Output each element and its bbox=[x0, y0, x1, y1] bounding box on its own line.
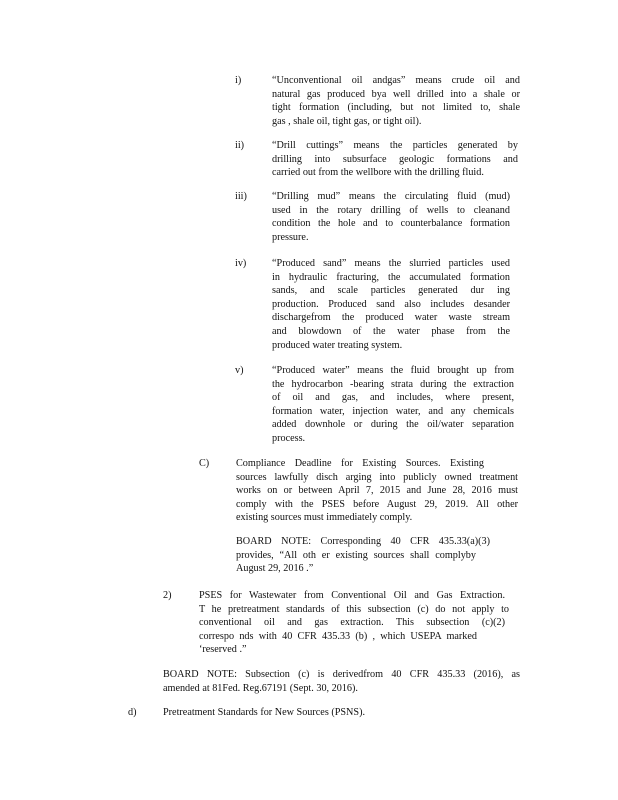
definition-drilling-mud bbox=[272, 190, 510, 244]
compliance-deadline-paragraph bbox=[236, 457, 518, 525]
text-line: production. Produced sand also includes desander bbox=[272, 298, 510, 310]
text-line: “Produced sand” means the slurried particles used bbox=[272, 258, 510, 269]
text-line: produced water treating system. bbox=[272, 339, 403, 351]
board-note-subsection-c bbox=[163, 668, 520, 695]
text-line: provides, “All oth er existing sources shall complyby bbox=[236, 549, 476, 561]
text-line: condition the hole and to counterbalance formation bbox=[272, 218, 510, 230]
text-line: existing sources must immediately comply. bbox=[236, 512, 413, 524]
text-line: Pretreatment Standards for New Sources (PSNS). bbox=[163, 707, 366, 718]
item-marker-i: i) bbox=[235, 75, 242, 86]
text-line: “Unconventional oil andgas” means crude oil and bbox=[272, 75, 520, 86]
item-marker-v: v) bbox=[235, 365, 244, 376]
text-line: tight formation (including, but not limited to, shale bbox=[272, 102, 520, 114]
text-line: “Drilling mud” means the circulating fluid (mud) bbox=[272, 191, 510, 202]
text-line: BOARD NOTE: Corresponding 40 CFR 435.33(a)(3) bbox=[236, 536, 490, 547]
text-line: in hydraulic fracturing, the accumulated formation bbox=[272, 271, 510, 283]
board-note-compliance bbox=[236, 535, 490, 576]
text-line: pressure. bbox=[272, 231, 309, 243]
text-line: amended at 81Fed. Reg.67191 (Sept. 30, 2016). bbox=[163, 682, 358, 694]
text-line: carried out from the wellbore with the drilling fluid. bbox=[272, 167, 484, 179]
text-line: the hydrocarbon -bearing strata during the extraction bbox=[272, 378, 514, 390]
text-line: PSES for Wastewater from Conventional Oil and Gas Extraction. bbox=[199, 590, 505, 601]
item-marker-ii: ii) bbox=[235, 140, 245, 151]
text-line: correspo nds with 40 CFR 435.33 (b) , which USEPA marked bbox=[199, 630, 477, 642]
item-marker-d: d) bbox=[128, 707, 137, 718]
definition-unconventional-oil-and-gas bbox=[272, 74, 520, 128]
item-marker-C: C) bbox=[199, 458, 210, 469]
text-line: used in the rotary drilling of wells to cleanand bbox=[272, 204, 510, 216]
text-line: natural gas produced bya well drilled into a shale or bbox=[272, 88, 520, 100]
text-line: and blowdown of the water phase from the bbox=[272, 325, 510, 337]
text-line: drilling into subsurface geologic formations and bbox=[272, 153, 518, 165]
text-line: conventional oil and gas extraction. This subsection (c)(2) bbox=[199, 617, 505, 629]
text-line: BOARD NOTE: Subsection (c) is derivedfrom 40 CFR 435.33 (2016), as bbox=[163, 669, 520, 680]
item-marker-iii: iii) bbox=[235, 191, 247, 202]
text-line: “Drill cuttings” means the particles generated by bbox=[272, 140, 518, 151]
text-line: Compliance Deadline for Existing Sources. Existing bbox=[236, 458, 484, 469]
text-line: process. bbox=[272, 432, 306, 444]
psns-heading bbox=[163, 706, 463, 720]
definition-drill-cuttings bbox=[272, 139, 518, 180]
definition-produced-sand bbox=[272, 257, 510, 352]
definition-produced-water bbox=[272, 364, 514, 446]
text-line: added downhole or during the oil/water separation bbox=[272, 419, 514, 431]
text-line: ‘reserved .” bbox=[199, 644, 247, 656]
text-line: “Produced water” means the fluid brought up from bbox=[272, 365, 514, 376]
pses-conventional-paragraph bbox=[199, 589, 509, 657]
text-line: T he pretreatment standards of this subsection (c) do not apply to bbox=[199, 603, 509, 615]
text-line: dischargefrom the produced water waste stream bbox=[272, 312, 510, 324]
text-line: sands, and scale particles generated dur ing bbox=[272, 285, 510, 297]
text-line: formation water, injection water, and any chemicals bbox=[272, 405, 514, 417]
text-line: gas , shale oil, tight gas, or tight oil). bbox=[272, 115, 422, 127]
text-line: works on or between April 7, 2015 and June 28, 2016 must bbox=[236, 485, 518, 497]
text-line: of oil and gas, and includes, where present, bbox=[272, 392, 514, 404]
text-line: comply with the PSES before August 29, 2019. All other bbox=[236, 498, 518, 510]
item-marker-iv: iv) bbox=[235, 258, 247, 269]
item-marker-2: 2) bbox=[163, 590, 172, 601]
text-line: sources lawfully disch arging into publicly owned treatment bbox=[236, 471, 518, 483]
text-line: August 29, 2016 .” bbox=[236, 563, 314, 575]
